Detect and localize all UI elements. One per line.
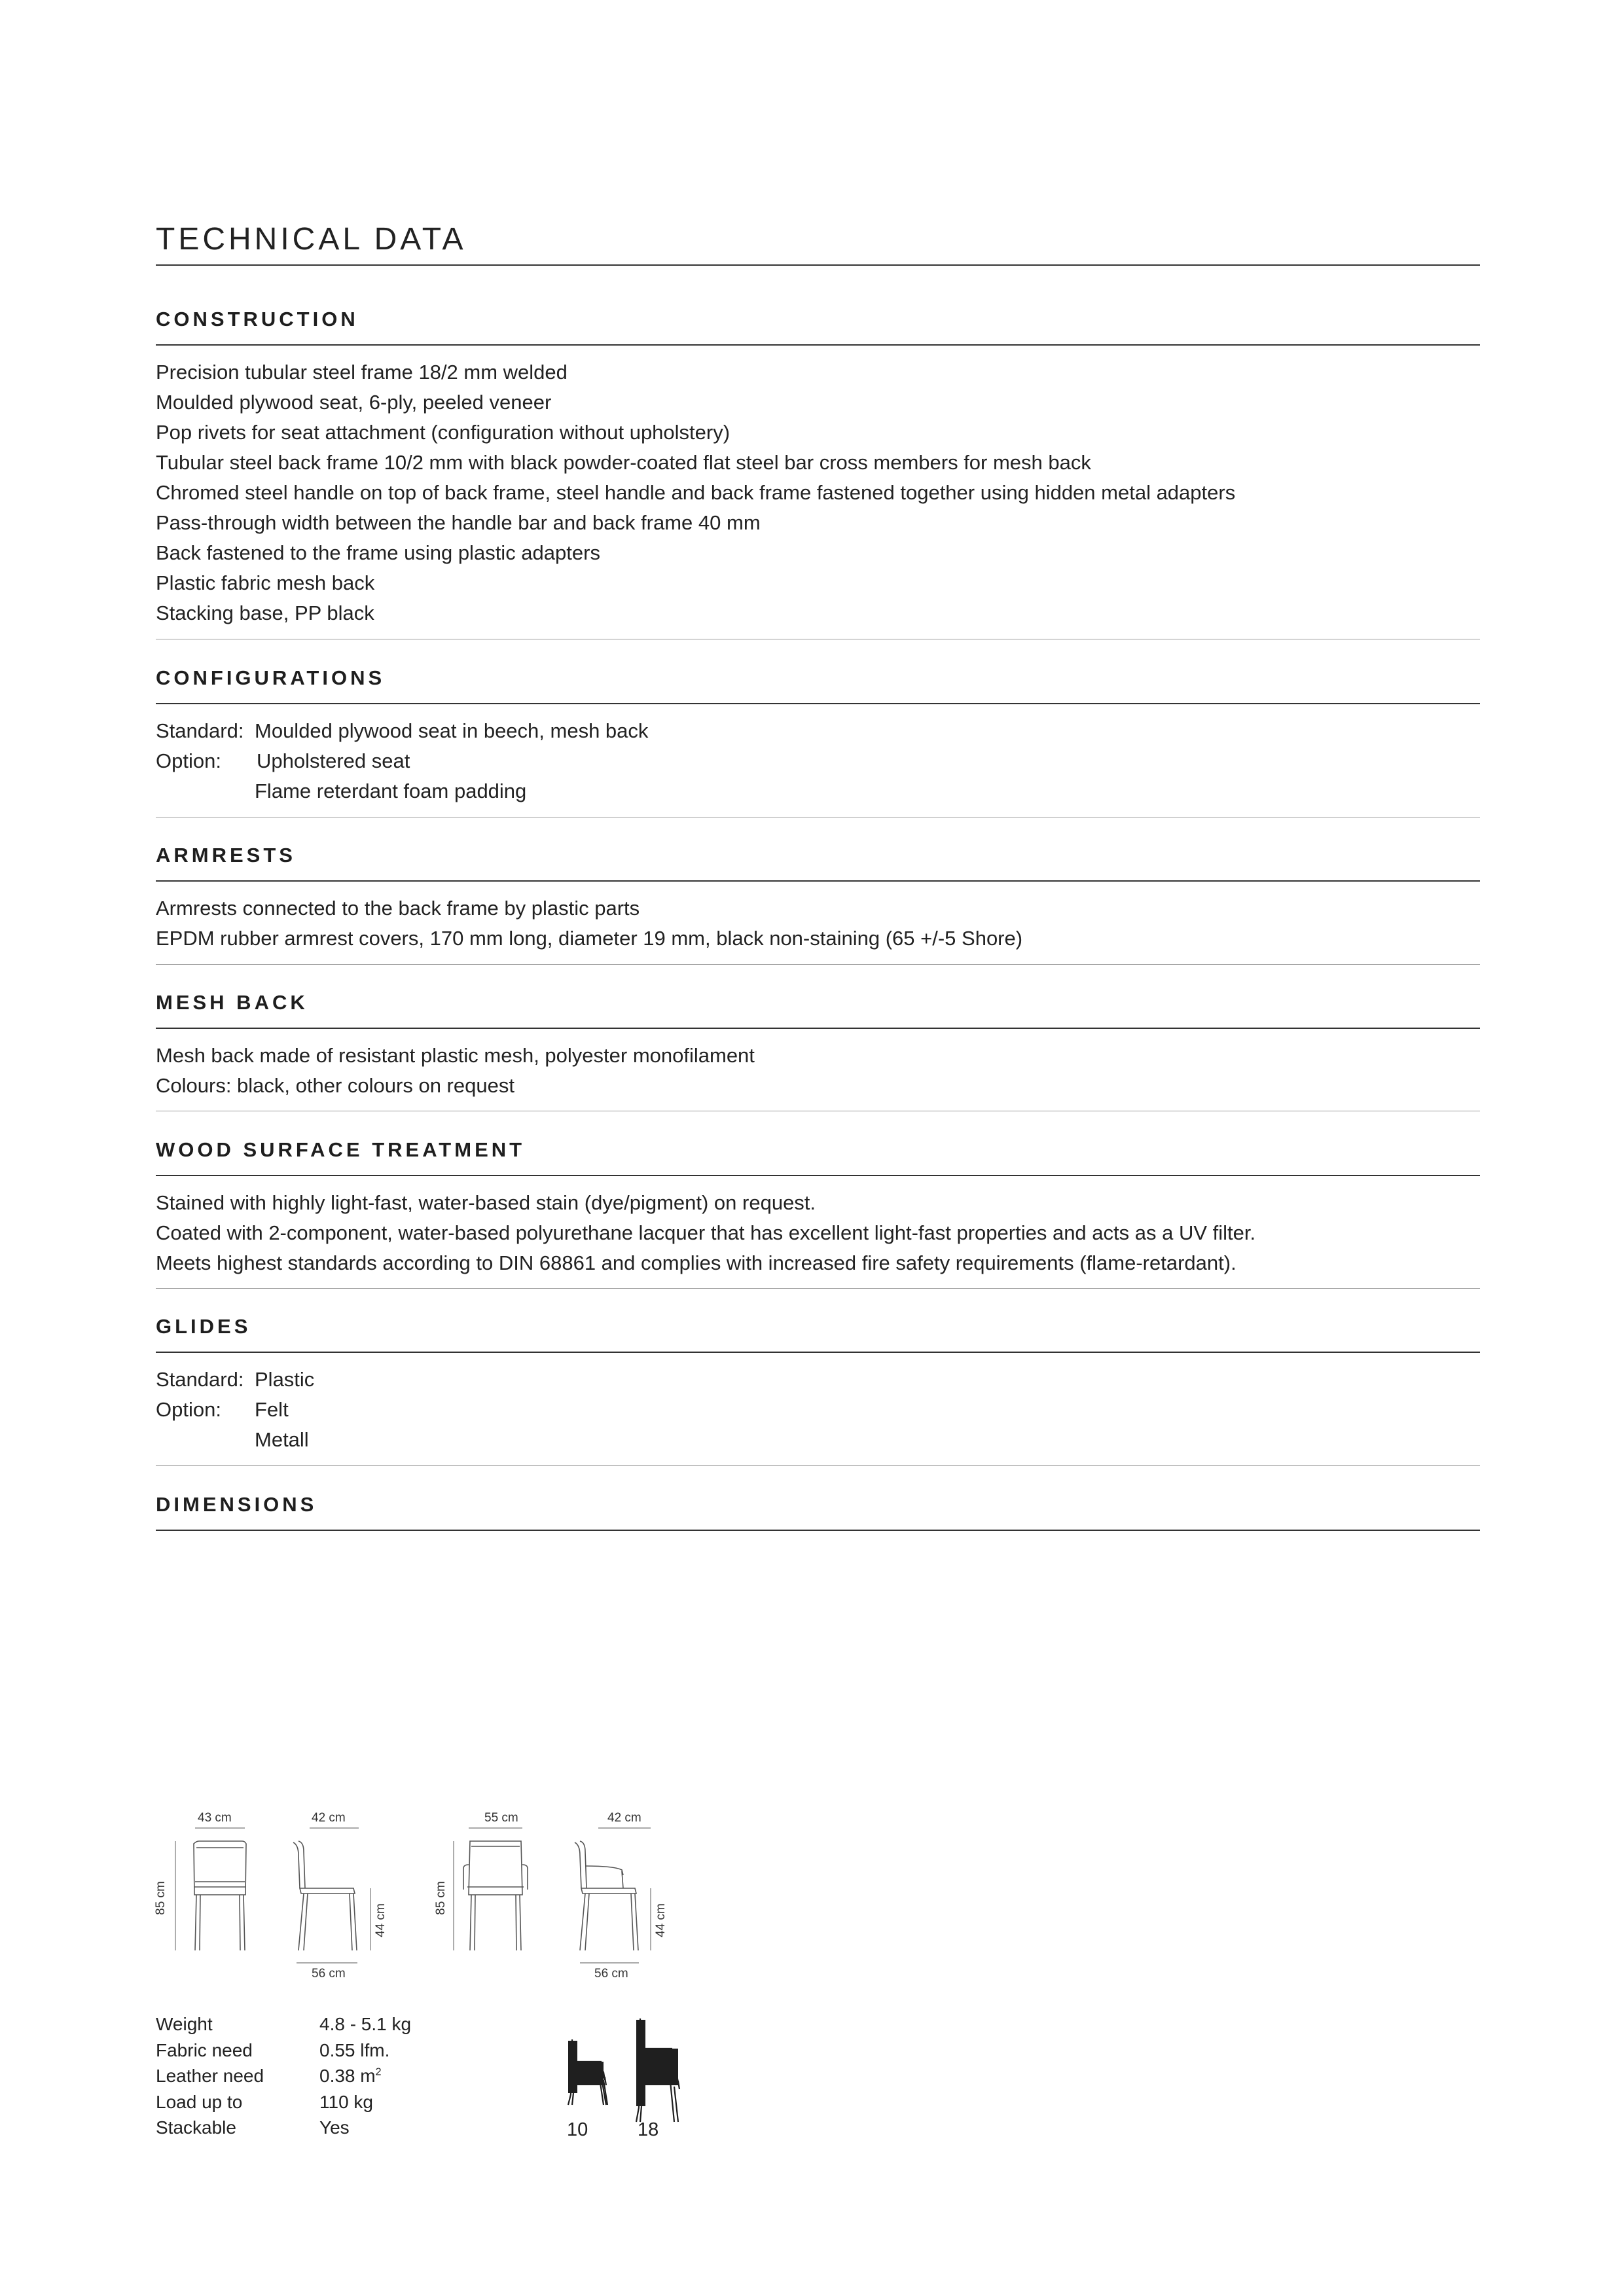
spec-label: Stackable: [156, 2117, 236, 2138]
option-label: Option:: [156, 749, 221, 772]
chair1-depth-top-label: 42 cm: [312, 1811, 346, 1825]
section-heading: CONFIGURATIONS: [156, 666, 386, 689]
option-value: Metall: [255, 1428, 309, 1451]
armrests-list: [156, 893, 1480, 954]
chair1-seat-height-label: 44 cm: [373, 1903, 388, 1937]
standard-row: [156, 716, 1480, 746]
chair2-seat-height-label: 44 cm: [653, 1903, 668, 1937]
chair2-width-label: 55 cm: [484, 1811, 518, 1825]
spec-value: 4.8 - 5.1 kg: [319, 2014, 412, 2034]
spec-value: 0.38 m: [319, 2066, 376, 2086]
spec-label: Leather need: [156, 2066, 264, 2086]
option-value: Felt: [255, 1398, 289, 1421]
option-row: [156, 776, 1480, 806]
chair1-height-label: 85 cm: [153, 1881, 168, 1915]
spec-value: Yes: [319, 2117, 350, 2138]
list-item: Precision tubular steel frame 18/2 mm welded: [156, 361, 568, 384]
standard-row: [156, 1365, 1480, 1395]
chair2-side-drawing: [575, 1841, 638, 1950]
title-divider: [156, 264, 1480, 266]
dimension-drawings: [153, 1803, 745, 2000]
option-row: [156, 746, 1480, 776]
glides-list: [156, 1365, 1480, 1455]
chair2-depth-label: 56 cm: [594, 1967, 628, 1981]
spec-row: [156, 2011, 549, 2037]
spec-label: Load up to: [156, 2091, 243, 2112]
section-end-divider: [156, 1465, 1480, 1466]
section-heading: GLIDES: [156, 1315, 251, 1338]
technical-data-page: [153, 0, 1480, 2296]
section-heading: CONSTRUCTION: [156, 308, 359, 331]
section-divider: [156, 344, 1480, 346]
spec-row: [156, 2115, 549, 2141]
section-divider: [156, 703, 1480, 704]
section-end-divider: [156, 1288, 1480, 1289]
stack-count-10: 10: [567, 2119, 588, 2140]
list-item: Coated with 2-component, water-based polyurethane lacquer that has excellent light-fast properties and acts as a UV filter.: [156, 1221, 1256, 1244]
chair-drawings-svg: [153, 1803, 745, 2000]
chair1-depth-label: 56 cm: [312, 1967, 346, 1981]
list-item: Armrests connected to the back frame by plastic parts: [156, 897, 640, 920]
section-divider: [156, 1028, 1480, 1029]
configurations-list: [156, 716, 1480, 806]
option-value: Flame reterdant foam padding: [255, 780, 527, 802]
section-heading: ARMRESTS: [156, 844, 296, 867]
section-divider: [156, 1530, 1480, 1531]
section-heading: WOOD SURFACE TREATMENT: [156, 1138, 526, 1161]
spec-value: 0.55 lfm.: [319, 2039, 390, 2060]
spec-value-superscript: 2: [375, 2066, 382, 2078]
list-item: Tubular steel back frame 10/2 mm with black powder-coated flat steel bar cross members for mesh back: [156, 451, 1091, 474]
list-item: Moulded plywood seat, 6-ply, peeled veneer: [156, 391, 552, 414]
spec-label: Fabric need: [156, 2039, 253, 2060]
stacking-figures: [562, 2009, 745, 2147]
chair2-front-drawing: [463, 1841, 528, 1950]
list-item: Chromed steel handle on top of back frame, steel handle and back frame fastened together using hidden metal adapters: [156, 481, 1236, 504]
list-item: Pop rivets for seat attachment (configuration without upholstery): [156, 421, 731, 444]
list-item: Mesh back made of resistant plastic mesh, polyester monofilament: [156, 1044, 755, 1067]
option-row: [156, 1395, 1480, 1425]
list-item: Pass-through width between the handle bar and back frame 40 mm: [156, 511, 761, 534]
section-end-divider: [156, 964, 1480, 965]
wood-surface-list: [156, 1188, 1480, 1278]
standard-value: Moulded plywood seat in beech, mesh back: [255, 719, 649, 742]
standard-value: Plastic: [255, 1368, 315, 1391]
list-item: Meets highest standards according to DIN 68861 and complies with increased fire safety requirements (flame-retardant).: [156, 1251, 1236, 1274]
spec-label: Weight: [156, 2014, 213, 2034]
construction-list: [156, 357, 1480, 628]
list-item: Back fastened to the frame using plastic adapters: [156, 541, 600, 564]
spec-row: [156, 2089, 549, 2115]
chair1-side-drawing: [293, 1841, 357, 1950]
list-item: Colours: black, other colours on request: [156, 1074, 514, 1097]
spec-value: 110 kg: [319, 2091, 373, 2112]
chair1-width-label: 43 cm: [198, 1811, 232, 1825]
standard-label: Standard:: [156, 719, 244, 742]
list-item: Stained with highly light-fast, water-based stain (dye/pigment) on request.: [156, 1191, 816, 1214]
standard-label: Standard:: [156, 1368, 244, 1391]
page-title: TECHNICAL DATA: [156, 222, 467, 257]
section-heading: MESH BACK: [156, 991, 308, 1014]
mesh-back-list: [156, 1041, 1480, 1101]
spec-row: [156, 2063, 549, 2089]
chair2-depth-top-label: 42 cm: [607, 1811, 641, 1825]
section-divider: [156, 880, 1480, 882]
stack-count-18: 18: [638, 2119, 659, 2140]
chair1-front-drawing: [194, 1841, 246, 1950]
list-item: Stacking base, PP black: [156, 601, 374, 624]
option-label: Option:: [156, 1398, 221, 1421]
list-item: EPDM rubber armrest covers, 170 mm long, diameter 19 mm, black non-staining (65 +/-5 Shore): [156, 927, 1023, 950]
option-value: Upholstered seat: [257, 749, 410, 772]
specs-table: [156, 2011, 549, 2141]
stack-10-fill: [568, 2041, 604, 2093]
section-divider: [156, 1175, 1480, 1176]
spec-row: [156, 2037, 549, 2064]
option-row: [156, 1425, 1480, 1455]
spec-value-container: [319, 2063, 549, 2089]
list-item: Plastic fabric mesh back: [156, 571, 375, 594]
chair2-height-label: 85 cm: [433, 1881, 448, 1915]
section-divider: [156, 1352, 1480, 1353]
section-heading: DIMENSIONS: [156, 1493, 317, 1516]
